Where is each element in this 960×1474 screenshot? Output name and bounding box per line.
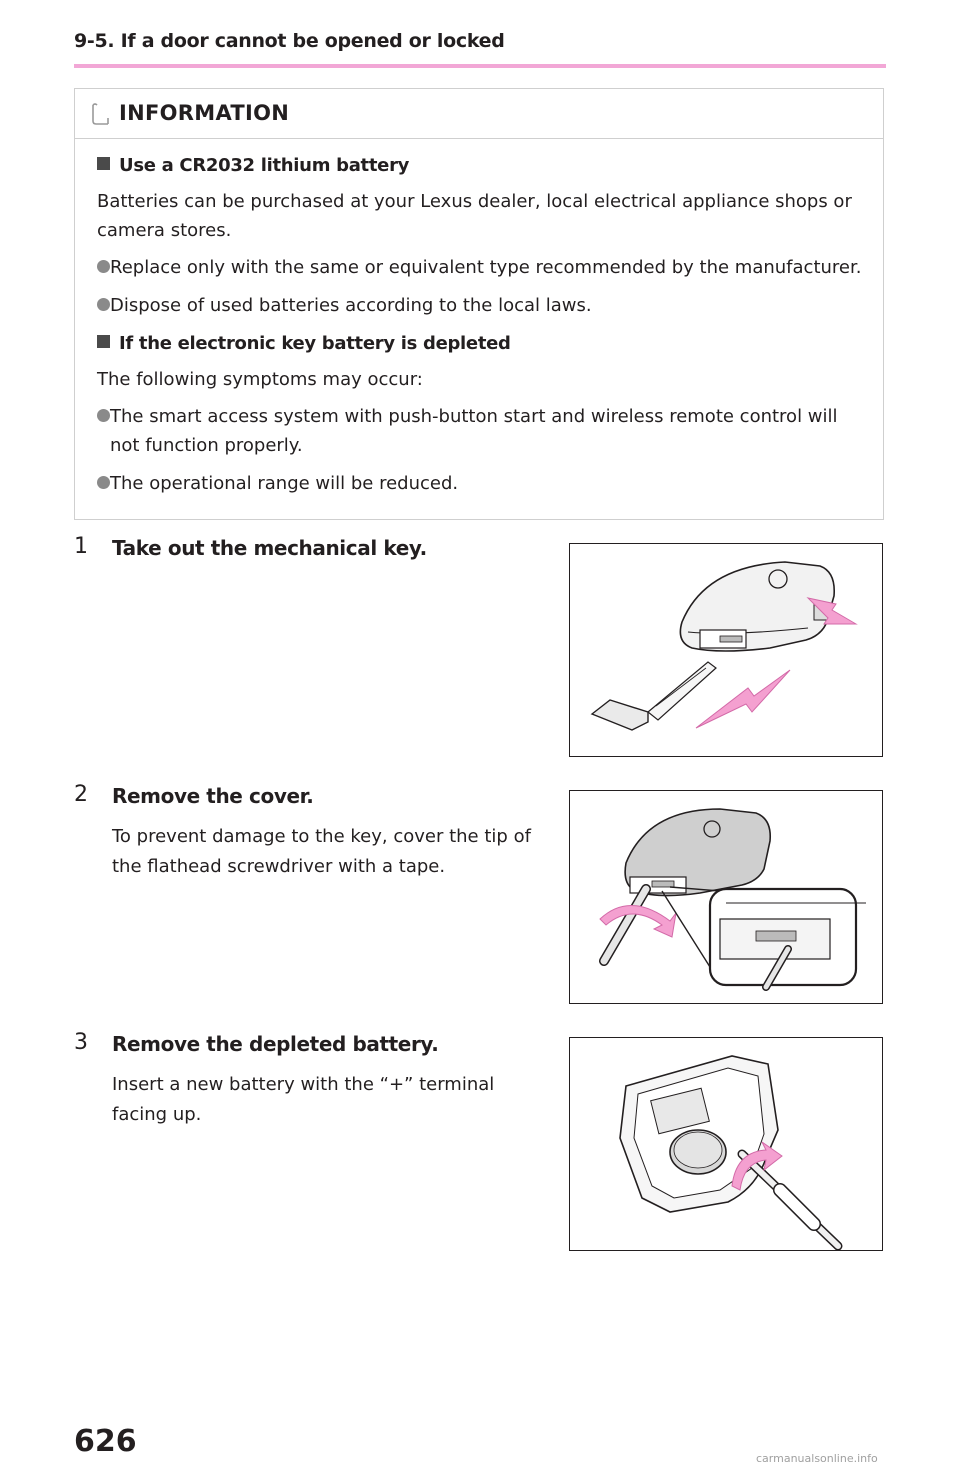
page-number: 626 (74, 1424, 137, 1459)
battery-type-heading: Use a CR2032 lithium battery (97, 151, 863, 180)
figure-remove-mechanical-key (569, 543, 883, 757)
step-number: 2 (74, 782, 88, 807)
symptoms-paragraph: The following symptoms may occur: (97, 369, 423, 390)
list-item: The smart access system with push-button start and wireless remote control will not function properly. (97, 402, 863, 460)
step-title: Take out the mechanical key. (112, 536, 427, 560)
circle-bullet-icon (97, 409, 110, 422)
step-title: Remove the depleted battery. (112, 1032, 439, 1056)
list-item: Replace only with the same or equivalent type recommended by the manufacturer. (97, 253, 863, 282)
cover-removal-illustration (570, 791, 882, 1003)
battery-purchase-paragraph: Batteries can be purchased at your Lexus dealer, local electrical appliance shops or camera stores. (97, 191, 852, 241)
key-fob-illustration (570, 544, 882, 756)
list-item: Dispose of used batteries according to the local laws. (97, 291, 863, 320)
figure-remove-cover (569, 790, 883, 1004)
square-bullet-icon (97, 335, 110, 348)
list-item: The operational range will be reduced. (97, 469, 863, 498)
circle-bullet-icon (97, 298, 110, 311)
information-body (75, 139, 883, 498)
battery-removal-illustration (570, 1038, 882, 1250)
depleted-battery-heading: If the electronic key battery is depleted (97, 329, 863, 358)
memo-icon (91, 103, 111, 127)
step-title: Remove the cover. (112, 784, 314, 808)
information-header (75, 89, 883, 139)
step-description: To prevent damage to the key, cover the tip of the flathead screwdriver with a tape. (112, 826, 531, 877)
step-number: 3 (74, 1030, 88, 1055)
square-bullet-icon (97, 157, 110, 170)
step-number: 1 (74, 534, 88, 559)
figure-remove-battery (569, 1037, 883, 1251)
information-box (74, 88, 884, 520)
circle-bullet-icon (97, 260, 110, 273)
header-rule (74, 64, 886, 68)
circle-bullet-icon (97, 476, 110, 489)
information-title: INFORMATION (119, 101, 290, 125)
watermark: carmanualsonline.info (756, 1452, 878, 1465)
section-header: 9-5. If a door cannot be opened or locked (74, 30, 505, 52)
step-description: Insert a new battery with the “+” terminal facing up. (112, 1074, 495, 1125)
